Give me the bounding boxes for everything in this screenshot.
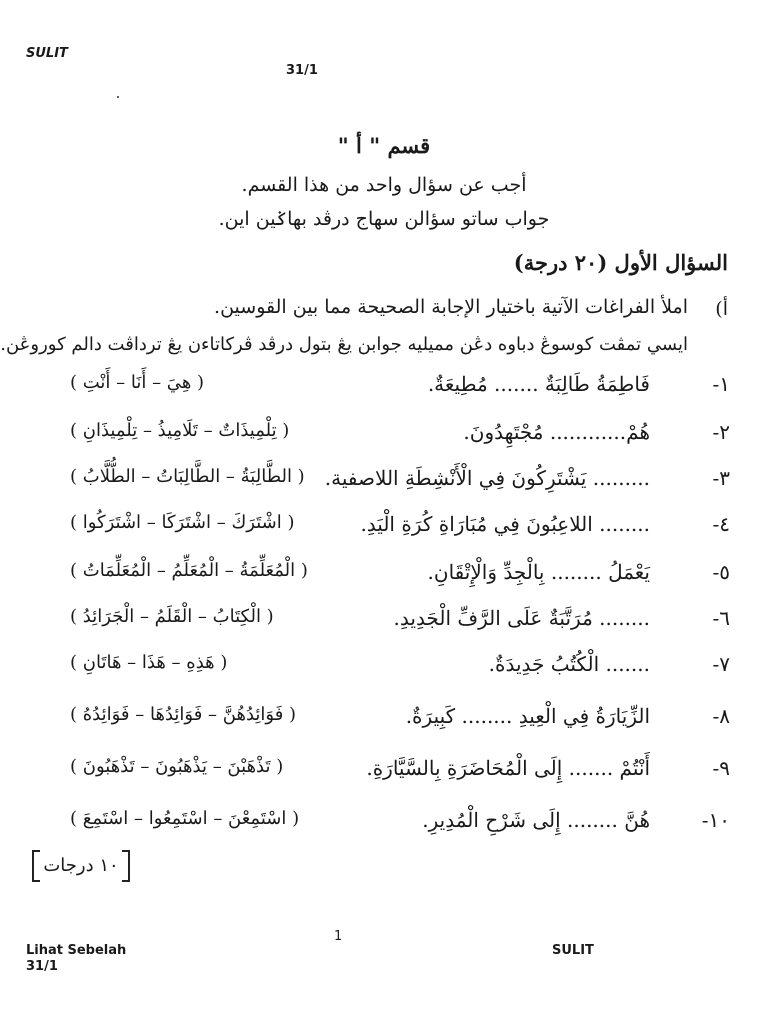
- item-sentence: ......... يَشْتَرِكُونَ فِي الْأَنْشِطَةِ اللاصفية.: [324, 466, 650, 490]
- item-options: ( هَذِهِ – هَذَا – هَاتَانِ ): [70, 652, 228, 673]
- footer-next-page: Lihat Sebelah: [26, 943, 127, 958]
- question-item: [40, 808, 730, 844]
- footer-paper-code: 31/1: [26, 959, 58, 974]
- question-item: [40, 466, 730, 502]
- bracket-left: [32, 850, 40, 882]
- section-instruction-arabic: أجب عن سؤال واحد من هذا القسم.: [241, 174, 527, 196]
- question-instruction-jawi: ايسي تمڤت كوسوڠ دباوه دڠن مميليه جوابن يڠ بتول درڤد ڤركاتاءن يڠ ترداڤت دالم کوروڠن.: [0, 334, 688, 355]
- item-number: ٩-: [712, 756, 730, 780]
- item-options: ( هِيَ – أَنَا – أَنْتِ ): [70, 372, 205, 393]
- item-options: ( تِلْمِيذَاتٌ – تَلَامِيذُ – تِلْمِيذَانِ ): [70, 420, 290, 441]
- item-sentence: هُمْ............ مُجْتَهِدُونَ.: [463, 420, 650, 444]
- item-number: ٢-: [712, 420, 730, 444]
- item-options: ( تَذْهَبْنَ – يَذْهَبُونَ – تَذْهَبُونَ ): [70, 756, 284, 777]
- item-sentence: يَعْمَلُ ........ بِالْجِدِّ وَالْإِتْقَانِ.: [427, 560, 650, 584]
- footer-sulit-label: SULIT: [552, 943, 594, 958]
- item-number: ٨-: [712, 704, 730, 728]
- item-sentence: ........ اللاعِبُونَ فِي مُبَارَاةِ كُرَةِ الْيَدِ.: [360, 512, 650, 536]
- page-number: 1: [334, 929, 343, 944]
- item-sentence: أَنْتُمْ ....... إِلَى الْمُحَاضَرَةِ بِالسَّيَّارَةِ.: [366, 756, 650, 780]
- marks-box: [32, 850, 130, 880]
- question-item: [40, 704, 730, 740]
- item-number: ٧-: [712, 652, 730, 676]
- item-sentence: فَاطِمَةُ طَالِبَةٌ ....... مُطِيعَةٌ.: [427, 372, 650, 396]
- item-options: ( الطَّالِبَةُ – الطَّالِبَاتُ – الطُّلَّابُ ): [70, 466, 305, 487]
- item-number: ٤-: [712, 512, 730, 536]
- item-options: ( اشْتَرَكَ – اشْتَرَكَا – اشْتَرَكُوا ): [70, 512, 295, 533]
- item-number: ١-: [712, 372, 730, 396]
- question-item: [40, 606, 730, 642]
- header-paper-code: 31/1: [286, 63, 318, 78]
- question-item: [40, 652, 730, 688]
- item-sentence: ........ مُرَتَّبَةٌ عَلَى الرَّفِّ الْجَدِيدِ.: [393, 606, 650, 630]
- header-sulit-label: SULIT: [26, 46, 68, 61]
- item-sentence: ....... الْكُتُبُ جَدِيدَةٌ.: [488, 652, 650, 676]
- item-sentence: الزِّيَارَةُ فِي الْعِيدِ ........ كَبِيرَةٌ.: [405, 704, 650, 728]
- item-number: ٣-: [712, 466, 730, 490]
- question-instruction-arabic: املأ الفراغات الآتية باختيار الإجابة الصحيحة مما بين القوسين.: [214, 296, 688, 318]
- section-title: قسم " أ ": [337, 133, 431, 158]
- bracket-right: [122, 850, 130, 882]
- item-options: ( الْكِتَابُ – الْقَلَمُ – الْجَرَائِدُ ): [70, 606, 274, 627]
- question-title: السؤال الأول (٢٠ درجة): [513, 250, 728, 275]
- stray-dot: [117, 96, 119, 98]
- question-item: [40, 420, 730, 456]
- item-sentence: هُنَّ ........ إِلَى شَرْحِ الْمُدِيرِ.: [422, 808, 650, 832]
- item-number: ١٠-: [701, 808, 730, 832]
- item-number: ٦-: [712, 606, 730, 630]
- question-item: [40, 756, 730, 792]
- item-options: ( فَوَائِدُهُنَّ – فَوَائِدُهَا – فَوَائِدُهُ ): [70, 704, 297, 725]
- section-instruction-jawi: جواب ساتو سؤالن سهاج درڤد بهاݢين اين.: [218, 208, 550, 230]
- question-item: [40, 560, 730, 596]
- marks-label: ١٠ درجات: [43, 854, 119, 876]
- item-options: ( اسْتَمِعْنَ – اسْتَمِعُوا – اسْتَمِعَ ): [70, 808, 300, 829]
- item-options: ( الْمُعَلِّمَةُ – الْمُعَلِّمُ – الْمُعَلِّمَاتُ ): [70, 560, 308, 581]
- question-item: [40, 372, 730, 408]
- item-number: ٥-: [712, 560, 730, 584]
- question-item: [40, 512, 730, 548]
- question-part-label: أ): [715, 298, 728, 320]
